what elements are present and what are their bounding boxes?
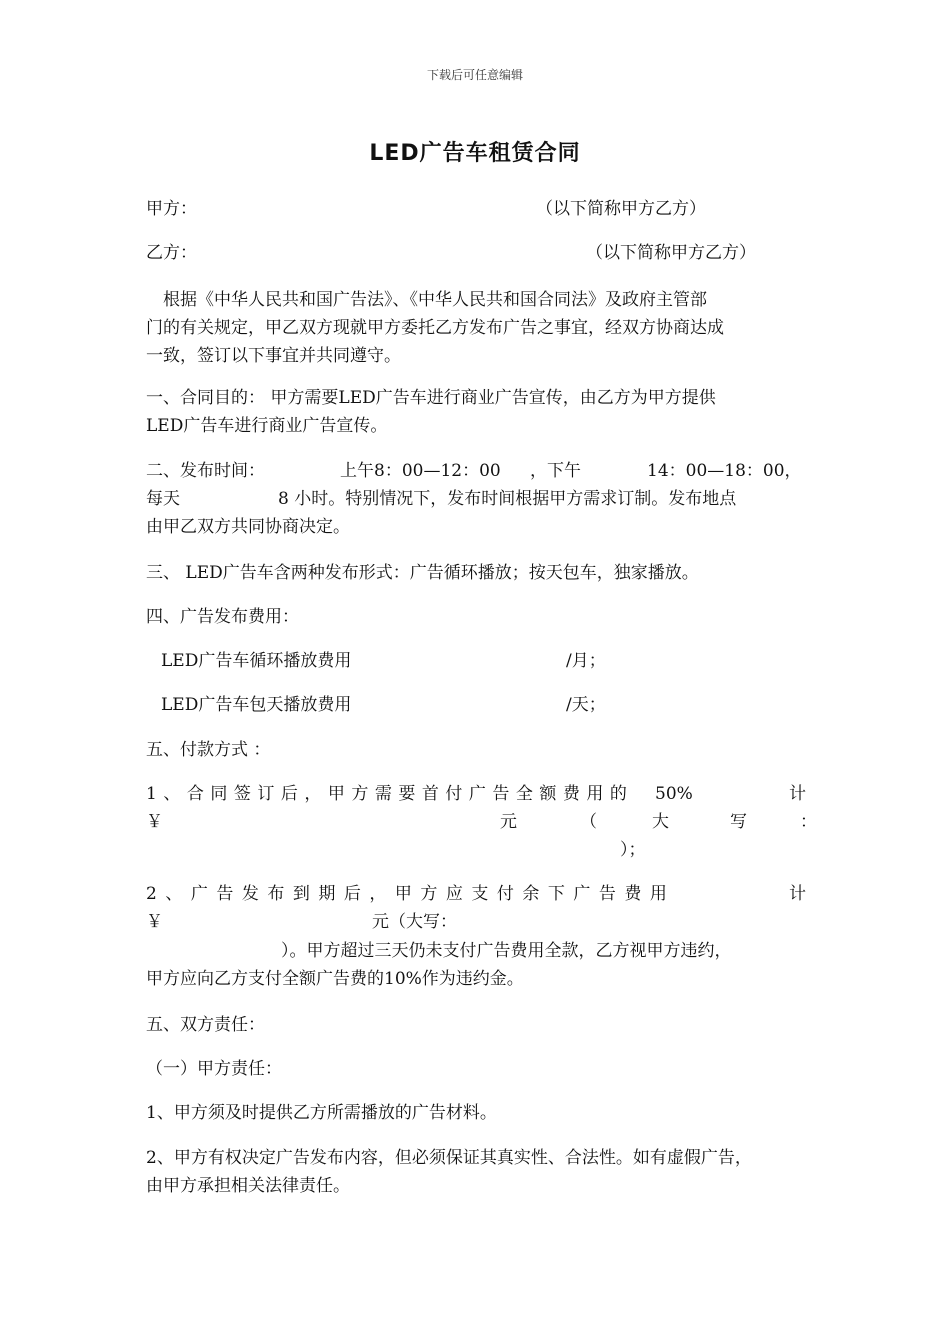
section2-afternoon: 14：00—18：00，	[647, 461, 802, 481]
section4-heading: 四、广告发布费用：	[146, 607, 299, 627]
section2-daily: 每天	[146, 489, 180, 509]
section2-comma: ，下午	[530, 461, 581, 481]
section2-morning: 上午8：00—12：00	[340, 461, 501, 481]
payment-1-text: 1、合同签订后，甲方需要首付广告全额费用的	[146, 784, 634, 804]
header-note: 下载后可任意编辑	[426, 68, 523, 82]
responsibility-item: 由甲方承担相关法律责任。	[146, 1176, 350, 1196]
payment-2-yen: ￥	[146, 912, 163, 932]
party-a-label: 甲方：	[146, 199, 197, 219]
section6-sub-a: （一）甲方责任：	[146, 1059, 282, 1079]
responsibility-item: 2、甲方有权决定广告发布内容，但必须保证其真实性、合法性。如有虚假广告，	[146, 1148, 752, 1168]
payment-2-text: 2、广告发布到期后，甲方应支付余下广告费用	[146, 884, 676, 904]
section1-line: 一、合同目的： 甲方需要LED广告车进行商业广告宣传，由乙方为甲方提供	[146, 388, 716, 408]
party-a-note: （以下简称甲方乙方）	[536, 199, 706, 219]
section6-heading: 五、双方责任：	[146, 1015, 265, 1035]
contract-title: LED广告车租赁合同	[369, 141, 581, 166]
payment-2-line4: 甲方应向乙方支付全额广告费的10%作为违约金。	[146, 969, 524, 989]
party-b-note: （以下简称甲方乙方）	[586, 243, 756, 263]
intro-line: 一致，签订以下事宜并共同遵守。	[146, 346, 401, 366]
section2-hours: 8 小时。特别情况下，发布时间根据甲方需求订制。发布地点	[278, 489, 737, 509]
payment-2-yuan: 元（大写：	[372, 912, 457, 932]
responsibility-item: 1、甲方须及时提供乙方所需播放的广告材料。	[146, 1103, 497, 1123]
fee-item-label: LED广告车循环播放费用	[161, 651, 352, 671]
payment-2-line3: ）。甲方超过三天仍未支付广告费用全款，乙方视甲方违约，	[281, 941, 732, 961]
section1-line: LED广告车进行商业广告宣传。	[146, 416, 388, 436]
payment-1-paren: （	[580, 812, 597, 832]
payment-1-yuan: 元	[500, 812, 517, 832]
fee-item-unit: /月；	[566, 651, 606, 671]
section2-line3: 由甲乙双方共同协商决定。	[146, 517, 350, 537]
party-b-label: 乙方：	[146, 243, 197, 263]
payment-1-percent: 50%	[655, 784, 693, 804]
section2-label: 二、发布时间：	[146, 461, 265, 481]
payment-1-xie: 写	[730, 812, 747, 832]
payment-1-close: ）；	[620, 840, 646, 860]
payment-2-ji: 计	[789, 884, 806, 904]
payment-1-yen: ￥	[146, 812, 163, 832]
payment-1-ji: 计	[789, 784, 806, 804]
intro-line: 根据《中华人民共和国广告法》、《中华人民共和国合同法》及政府主管部	[163, 290, 707, 310]
fee-item-unit: /天；	[566, 695, 606, 715]
intro-line: 门的有关规定，甲乙双方现就甲方委托乙方发布广告之事宜，经双方协商达成	[146, 318, 724, 338]
payment-1-da: 大	[652, 812, 669, 832]
fee-item-label: LED广告车包天播放费用	[161, 695, 352, 715]
payment-1-colon: ：	[800, 812, 817, 832]
section3-line: 三、 LED广告车含两种发布形式：广告循环播放；按天包车，独家播放。	[146, 563, 699, 583]
section5-heading: 五、付款方式 ：	[146, 740, 271, 760]
